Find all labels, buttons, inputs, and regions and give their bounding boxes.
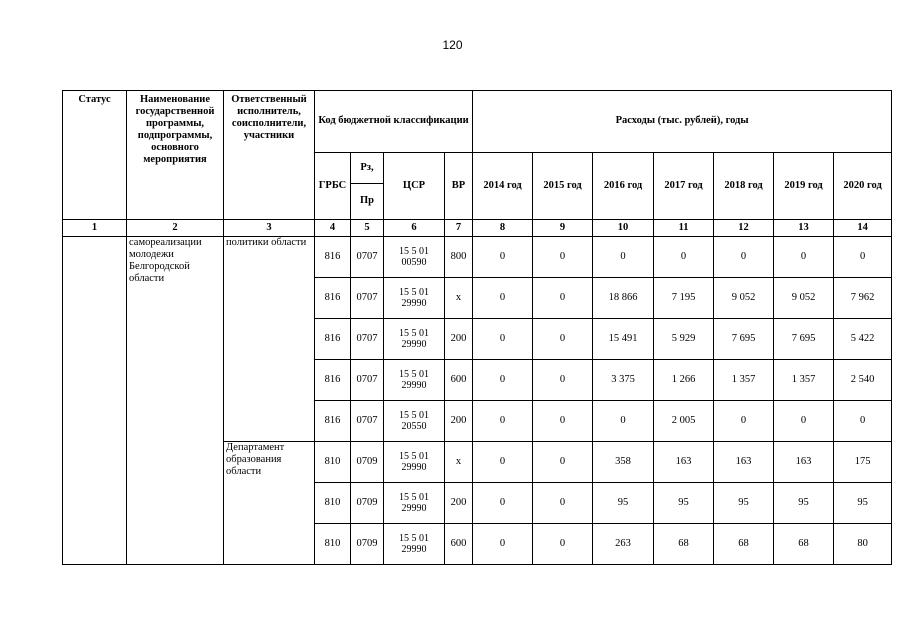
expense-value-cell: 0 (473, 237, 533, 278)
header-year-2014: 2014 год (473, 153, 533, 220)
expense-value-cell: 3 375 (593, 360, 654, 401)
csr-cell (384, 524, 445, 565)
csr-line-1: 15 5 01 (399, 491, 429, 503)
expense-value-cell: 0 (533, 401, 593, 442)
expense-value-cell: 7 962 (834, 278, 892, 319)
grbs-cell: 816 (315, 401, 351, 442)
header-year-2020: 2020 год (834, 153, 892, 220)
expense-value-cell: 0 (473, 401, 533, 442)
expense-value-cell: 0 (714, 401, 774, 442)
expense-value-cell: 175 (834, 442, 892, 483)
expense-value-cell: 95 (654, 483, 714, 524)
header-year-2018: 2018 год (714, 153, 774, 220)
header-pr: Пр (351, 184, 384, 220)
column-number: 4 (315, 220, 351, 237)
expense-value-cell: 0 (473, 360, 533, 401)
csr-line-1: 15 5 01 (399, 409, 429, 421)
expense-value-cell: 0 (473, 442, 533, 483)
csr-cell (384, 278, 445, 319)
grbs-cell: 810 (315, 442, 351, 483)
expense-value-cell: 0 (473, 319, 533, 360)
expense-value-cell: 163 (654, 442, 714, 483)
responsible-cell: политики области (224, 237, 315, 442)
grbs-cell: 816 (315, 237, 351, 278)
expense-value-cell: 2 540 (834, 360, 892, 401)
expense-value-cell: 5 929 (654, 319, 714, 360)
column-number: 2 (127, 220, 224, 237)
grbs-cell: 816 (315, 319, 351, 360)
expense-value-cell: 0 (533, 278, 593, 319)
grbs-cell: 816 (315, 360, 351, 401)
vr-cell: 800 (445, 237, 473, 278)
budget-table (62, 90, 892, 565)
expense-value-cell: 1 357 (714, 360, 774, 401)
expense-value-cell: 95 (593, 483, 654, 524)
expense-value-cell: 0 (533, 360, 593, 401)
column-number: 7 (445, 220, 473, 237)
expense-value-cell: 95 (774, 483, 834, 524)
header-expenses: Расходы (тыс. рублей), годы (473, 91, 892, 153)
vr-cell: 200 (445, 401, 473, 442)
vr-cell: 600 (445, 360, 473, 401)
expense-value-cell: 0 (774, 401, 834, 442)
expense-value-cell: 9 052 (714, 278, 774, 319)
rzpr-cell: 0707 (351, 278, 384, 319)
csr-line-1: 15 5 01 (399, 286, 429, 298)
csr-line-2: 29990 (401, 380, 427, 391)
expense-value-cell: 163 (774, 442, 834, 483)
header-name: Наименование государственной программы, подпрограммы, основного мероприятия (127, 91, 224, 220)
vr-cell: 200 (445, 483, 473, 524)
expense-value-cell: 263 (593, 524, 654, 565)
column-number: 9 (533, 220, 593, 237)
column-number: 1 (63, 220, 127, 237)
expense-value-cell: 0 (593, 401, 654, 442)
csr-line-1: 15 5 01 (399, 450, 429, 462)
program-name-cell: самореализации молодежи Белгородской области (127, 237, 224, 565)
rzpr-cell: 0709 (351, 442, 384, 483)
header-csr: ЦСР (384, 153, 445, 220)
column-number: 8 (473, 220, 533, 237)
expense-value-cell: 0 (834, 401, 892, 442)
csr-line-1: 15 5 01 (399, 368, 429, 380)
expense-value-cell: 7 695 (774, 319, 834, 360)
expense-value-cell: 1 266 (654, 360, 714, 401)
expense-value-cell: 7 195 (654, 278, 714, 319)
csr-line-2: 00590 (401, 257, 427, 268)
table-row (63, 237, 892, 278)
expense-value-cell: 0 (774, 237, 834, 278)
csr-cell (384, 442, 445, 483)
csr-line-1: 15 5 01 (399, 532, 429, 544)
expense-value-cell: 68 (774, 524, 834, 565)
expense-value-cell: 0 (834, 237, 892, 278)
expense-value-cell: 0 (533, 483, 593, 524)
header-budget-code: Код бюджетной классификации (315, 91, 473, 153)
expense-value-cell: 163 (714, 442, 774, 483)
header-responsible: Ответственный исполнитель, соисполнители, участники (224, 91, 315, 220)
page-number: 120 (442, 38, 463, 52)
expense-value-cell: 358 (593, 442, 654, 483)
vr-cell: 600 (445, 524, 473, 565)
responsible-cell: Департамент образования области (224, 442, 315, 565)
vr-cell: х (445, 442, 473, 483)
csr-cell (384, 483, 445, 524)
expense-value-cell: 0 (533, 524, 593, 565)
grbs-cell: 816 (315, 278, 351, 319)
column-number: 12 (714, 220, 774, 237)
header-year-2016: 2016 год (593, 153, 654, 220)
vr-cell: х (445, 278, 473, 319)
expense-value-cell: 68 (654, 524, 714, 565)
column-number: 3 (224, 220, 315, 237)
expense-value-cell: 0 (473, 524, 533, 565)
vr-cell: 200 (445, 319, 473, 360)
grbs-cell: 810 (315, 483, 351, 524)
csr-cell (384, 319, 445, 360)
rzpr-cell: 0707 (351, 360, 384, 401)
expense-value-cell: 7 695 (714, 319, 774, 360)
csr-line-1: 15 5 01 (399, 245, 429, 257)
rzpr-cell: 0707 (351, 319, 384, 360)
expense-value-cell: 80 (834, 524, 892, 565)
csr-line-2: 29990 (401, 544, 427, 555)
rzpr-cell: 0707 (351, 237, 384, 278)
column-number: 11 (654, 220, 714, 237)
column-number: 13 (774, 220, 834, 237)
expense-value-cell: 0 (533, 442, 593, 483)
expense-value-cell: 95 (834, 483, 892, 524)
header-vr: ВР (445, 153, 473, 220)
column-number: 14 (834, 220, 892, 237)
rzpr-cell: 0709 (351, 483, 384, 524)
column-number: 6 (384, 220, 445, 237)
expense-value-cell: 0 (533, 237, 593, 278)
expense-value-cell: 0 (473, 483, 533, 524)
grbs-cell: 810 (315, 524, 351, 565)
expense-value-cell: 2 005 (654, 401, 714, 442)
header-year-2015: 2015 год (533, 153, 593, 220)
csr-cell (384, 237, 445, 278)
column-number: 10 (593, 220, 654, 237)
expense-value-cell: 0 (654, 237, 714, 278)
expense-value-cell: 15 491 (593, 319, 654, 360)
header-grbs: ГРБС (315, 153, 351, 220)
rzpr-cell: 0707 (351, 401, 384, 442)
csr-line-2: 29990 (401, 462, 427, 473)
header-status: Статус (63, 91, 127, 220)
expense-value-cell: 68 (714, 524, 774, 565)
expense-value-cell: 9 052 (774, 278, 834, 319)
csr-cell (384, 401, 445, 442)
expense-value-cell: 5 422 (834, 319, 892, 360)
expense-value-cell: 0 (593, 237, 654, 278)
status-cell (63, 237, 127, 565)
header-year-2019: 2019 год (774, 153, 834, 220)
expense-value-cell: 0 (473, 278, 533, 319)
header-year-2017: 2017 год (654, 153, 714, 220)
expense-value-cell: 0 (533, 319, 593, 360)
header-rz: Рз, (351, 153, 384, 184)
column-number-row (63, 220, 892, 237)
csr-line-1: 15 5 01 (399, 327, 429, 339)
column-number: 5 (351, 220, 384, 237)
csr-line-2: 29990 (401, 298, 427, 309)
rzpr-cell: 0709 (351, 524, 384, 565)
csr-line-2: 29990 (401, 339, 427, 350)
expense-value-cell: 18 866 (593, 278, 654, 319)
csr-line-2: 20550 (401, 421, 427, 432)
expense-value-cell: 1 357 (774, 360, 834, 401)
expense-value-cell: 95 (714, 483, 774, 524)
csr-line-2: 29990 (401, 503, 427, 514)
csr-cell (384, 360, 445, 401)
expense-value-cell: 0 (714, 237, 774, 278)
